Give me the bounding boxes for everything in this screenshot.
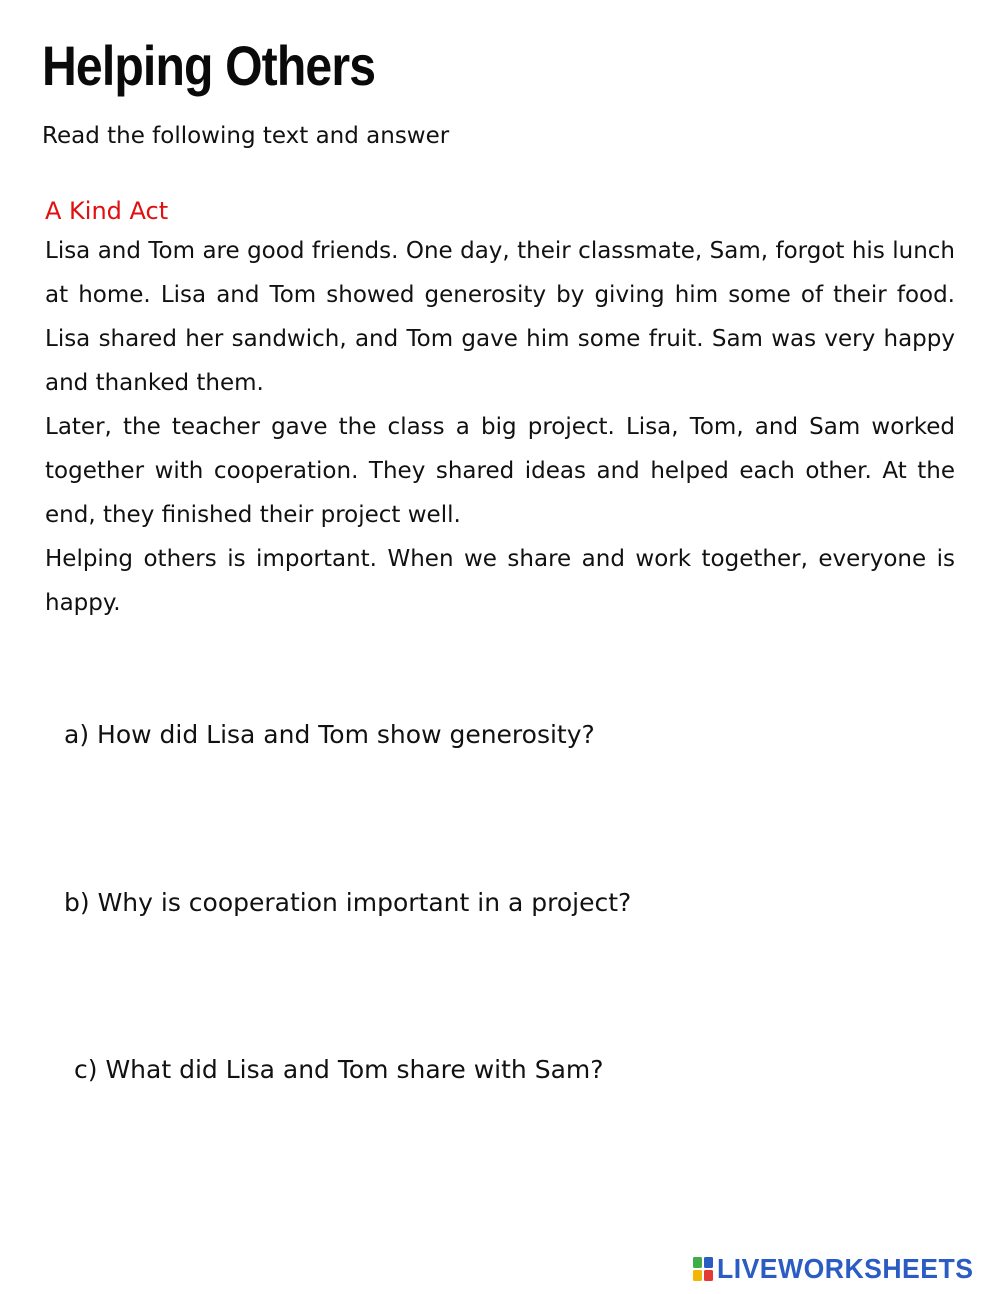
liveworksheets-logo-icon bbox=[692, 1256, 714, 1282]
question-b: b) Why is cooperation important in a project? bbox=[64, 888, 632, 917]
instruction-text: Read the following text and answer bbox=[42, 123, 450, 149]
story-paragraph: Later, the teacher gave the class a big project. Lisa, Tom, and Sam worked together with cooperation. They shared ideas and helped each other. At the end, they finished their project well. bbox=[45, 414, 955, 528]
brand-name: LIVEWORKSHEETS bbox=[717, 1253, 974, 1284]
story-paragraph: Lisa and Tom are good friends. One day, their classmate, Sam, forgot his lunch at home. Lisa and Tom showed generosity by giving him some of their food. Lisa shared her sandwich, and Tom gave him some fruit. Sam was very happy and thanked them. bbox=[45, 238, 955, 396]
story-title: A Kind Act bbox=[45, 197, 169, 225]
question-c: c) What did Lisa and Tom share with Sam? bbox=[74, 1055, 604, 1084]
worksheet-title: Helping Others bbox=[42, 34, 376, 97]
reading-passage bbox=[45, 193, 955, 625]
story-paragraph: Helping others is important. When we share and work together, everyone is happy. bbox=[45, 546, 955, 616]
question-a: a) How did Lisa and Tom show generosity? bbox=[64, 720, 595, 749]
liveworksheets-logo bbox=[692, 1252, 987, 1286]
